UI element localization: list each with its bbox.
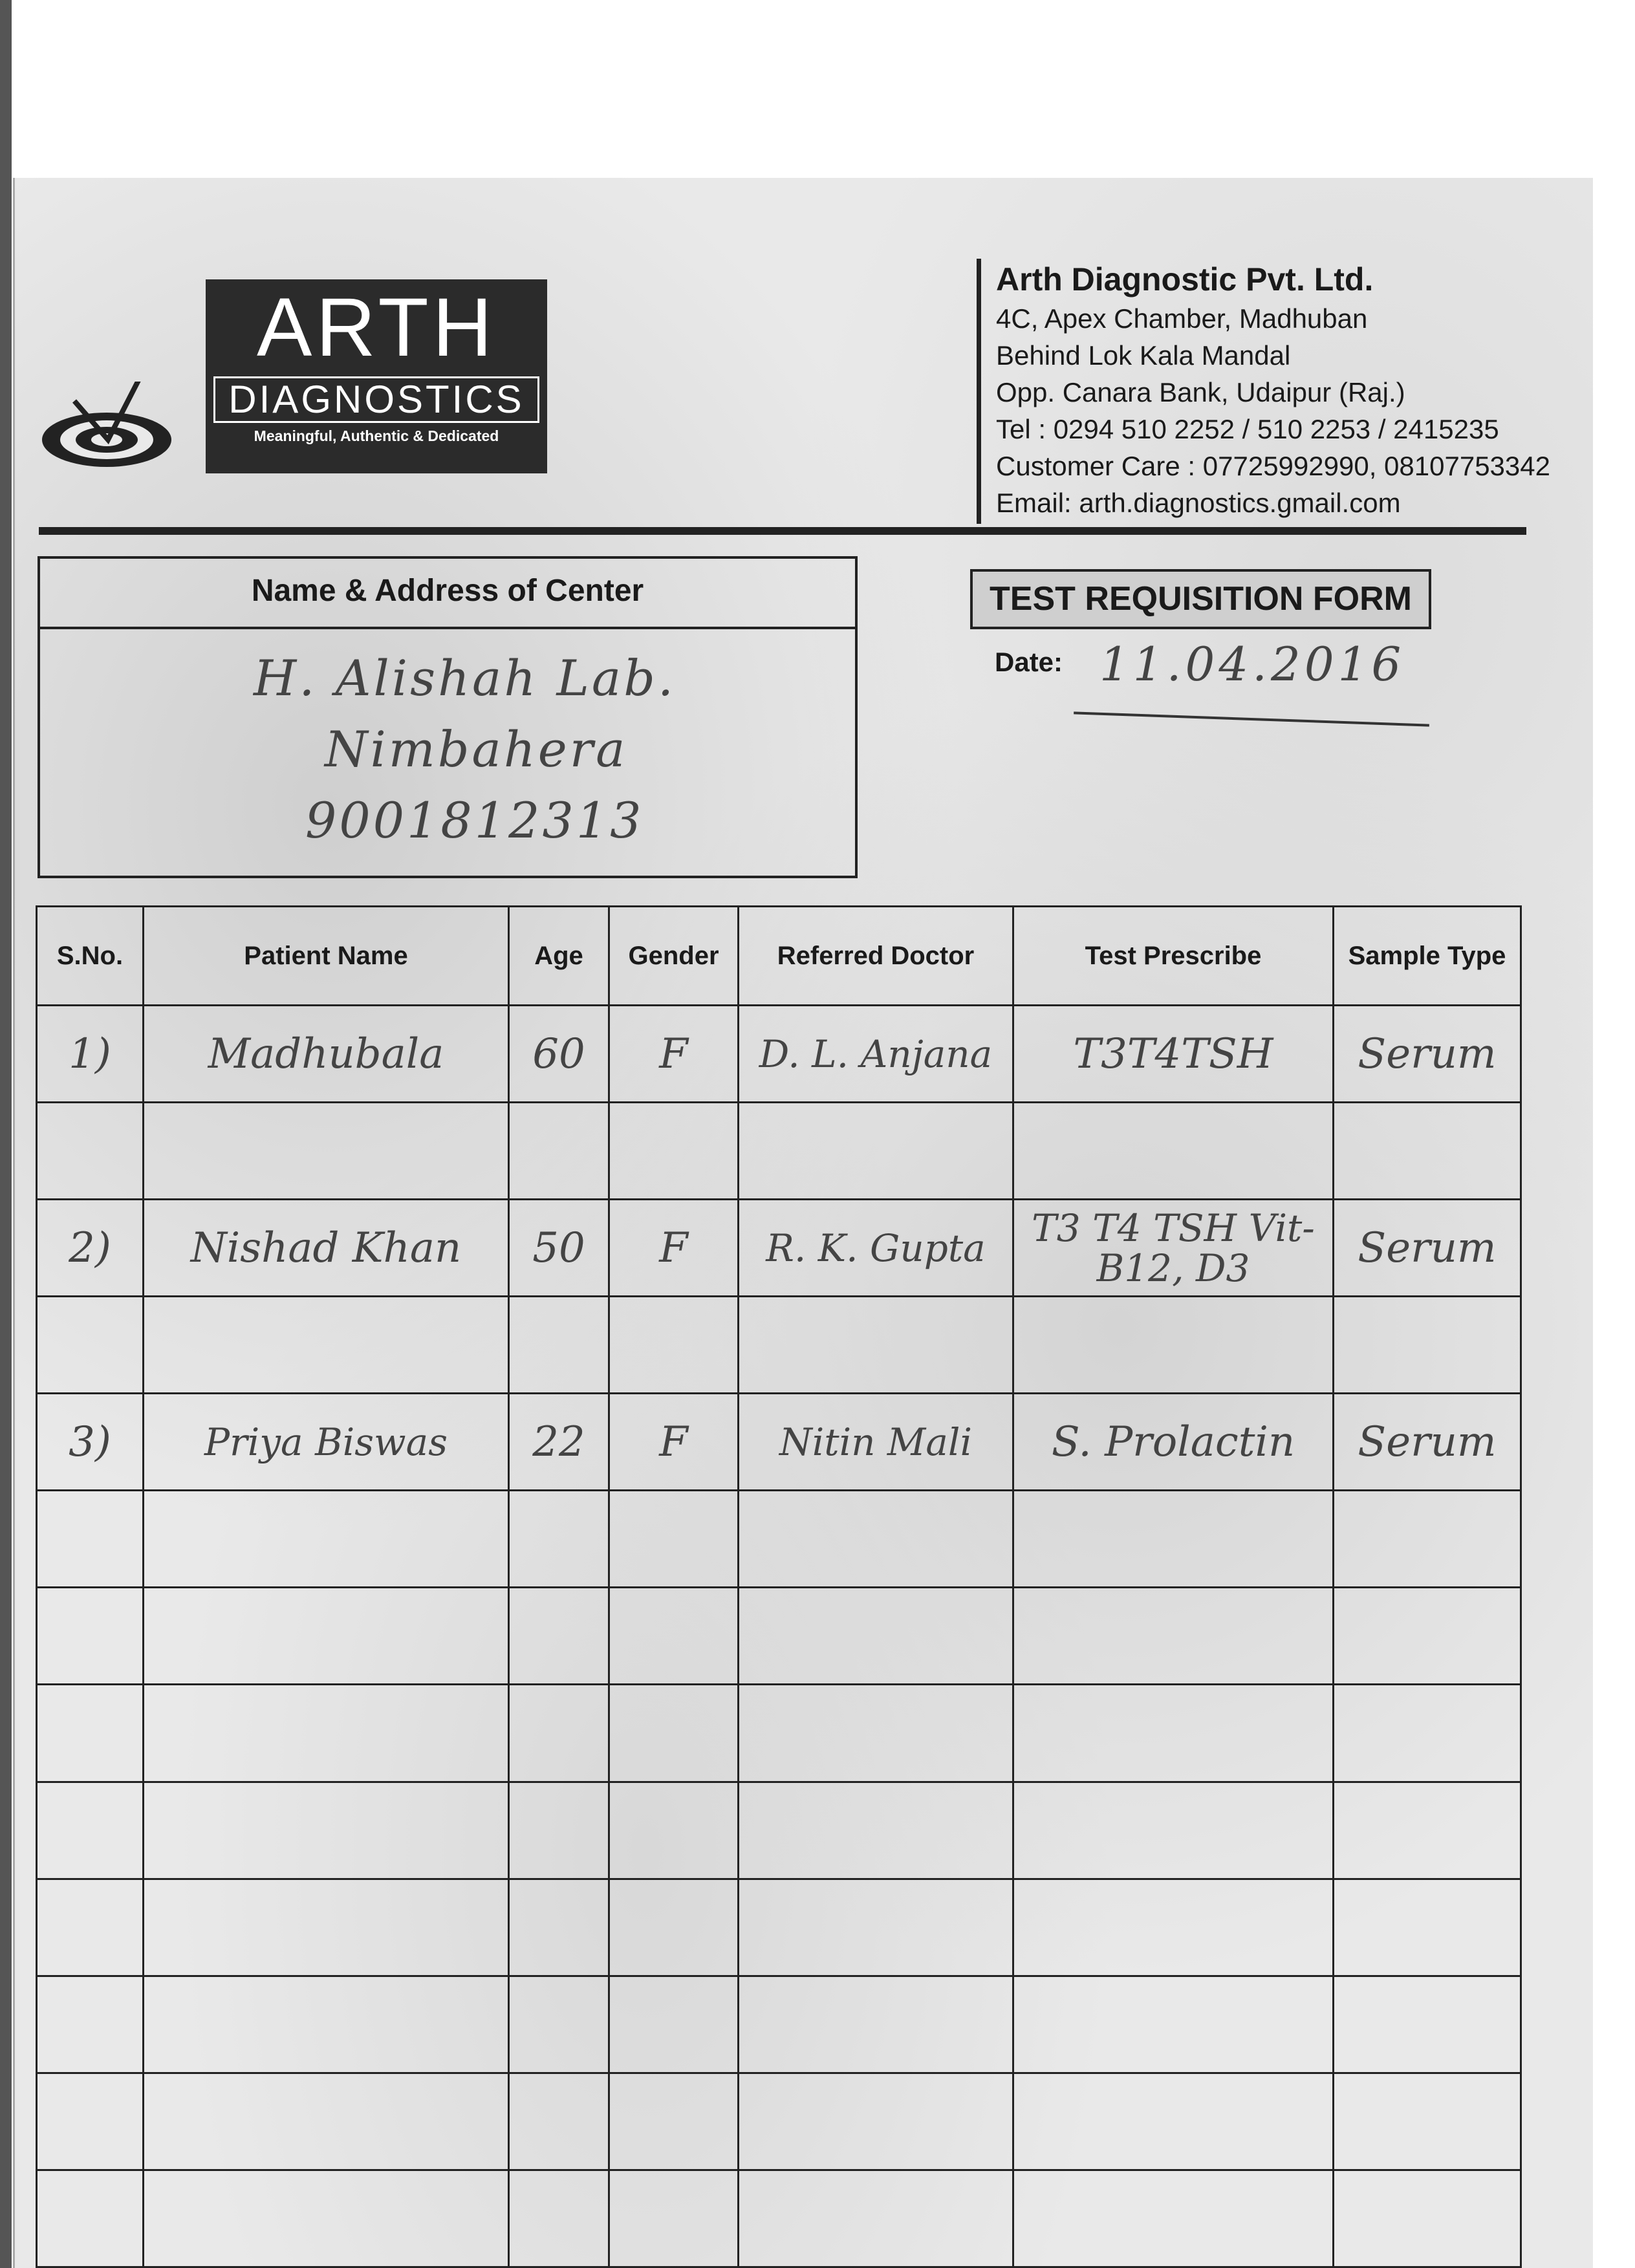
cell-sno bbox=[37, 1103, 144, 1200]
col-header-gender: Gender bbox=[609, 907, 739, 1006]
cell-test-prescribe: T3 T4 TSH Vit-B12, D3 bbox=[1013, 1200, 1334, 1297]
date-label: Date: bbox=[995, 647, 1063, 677]
cell-referred-doctor bbox=[739, 1879, 1013, 1976]
cell-gender bbox=[609, 1782, 739, 1879]
center-heading: Name & Address of Center bbox=[40, 559, 855, 629]
cell-test-prescribe bbox=[1013, 1685, 1334, 1782]
cell-gender bbox=[609, 1976, 739, 2073]
cell-age bbox=[509, 2073, 609, 2170]
cell-patient-name bbox=[144, 1879, 509, 1976]
col-header-referred-doctor: Referred Doctor bbox=[739, 907, 1013, 1006]
cell-patient-name bbox=[144, 1103, 509, 1200]
cell-sample-type bbox=[1334, 2073, 1521, 2170]
cell-age bbox=[509, 2170, 609, 2267]
cell-age bbox=[509, 1491, 609, 1588]
email-line: Email: arth.diagnostics.gmail.com bbox=[996, 488, 1401, 518]
cell-patient-name bbox=[144, 1491, 509, 1588]
cell-test-prescribe: T3T4TSH bbox=[1013, 1006, 1334, 1103]
cell-sno bbox=[37, 1879, 144, 1976]
cell-age: 22 bbox=[509, 1394, 609, 1491]
logo-word: ARTH bbox=[256, 281, 497, 374]
scan-edge bbox=[0, 0, 12, 2268]
patient-table bbox=[36, 905, 1522, 2268]
logo-tagline: Meaningful, Authentic & Dedicated bbox=[254, 427, 499, 444]
cell-sample-type bbox=[1334, 1297, 1521, 1394]
cell-gender: F bbox=[609, 1006, 739, 1103]
cell-sno: 1) bbox=[37, 1006, 144, 1103]
cell-referred-doctor bbox=[739, 1491, 1013, 1588]
cell-referred-doctor bbox=[739, 1103, 1013, 1200]
brand-logo bbox=[206, 279, 547, 473]
cell-age bbox=[509, 1588, 609, 1685]
cell-patient-name: Nishad Khan bbox=[144, 1200, 509, 1297]
cell-gender bbox=[609, 1879, 739, 1976]
cell-patient-name bbox=[144, 1782, 509, 1879]
cell-referred-doctor bbox=[739, 2073, 1013, 2170]
customer-care-line: Customer Care : 07725992990, 08107753342 bbox=[996, 451, 1550, 481]
header-divider bbox=[977, 259, 981, 524]
table-row bbox=[37, 1685, 1521, 1782]
cell-test-prescribe bbox=[1013, 1782, 1334, 1879]
cell-patient-name: Priya Biswas bbox=[144, 1394, 509, 1491]
cell-patient-name bbox=[144, 1588, 509, 1685]
cell-referred-doctor bbox=[739, 1685, 1013, 1782]
cell-sample-type bbox=[1334, 1685, 1521, 1782]
col-header-sno: S.No. bbox=[37, 907, 144, 1006]
cell-sno bbox=[37, 1588, 144, 1685]
cell-test-prescribe bbox=[1013, 1297, 1334, 1394]
table-row bbox=[37, 1103, 1521, 1200]
cell-sno bbox=[37, 1782, 144, 1879]
cell-age bbox=[509, 1297, 609, 1394]
col-header-age: Age bbox=[509, 907, 609, 1006]
cell-sample-type: Serum bbox=[1334, 1394, 1521, 1491]
center-name: H. Alishah Lab. bbox=[254, 649, 677, 707]
table-row bbox=[37, 1879, 1521, 1976]
cell-test-prescribe bbox=[1013, 2073, 1334, 2170]
cell-referred-doctor bbox=[739, 2170, 1013, 2267]
table-row bbox=[37, 1006, 1521, 1103]
cell-sno bbox=[37, 2073, 144, 2170]
cell-age: 60 bbox=[509, 1006, 609, 1103]
cell-age bbox=[509, 1879, 609, 1976]
cell-referred-doctor bbox=[739, 1588, 1013, 1685]
cell-gender bbox=[609, 1297, 739, 1394]
cell-sample-type bbox=[1334, 2170, 1521, 2267]
table-row bbox=[37, 2170, 1521, 2267]
cell-test-prescribe bbox=[1013, 1491, 1334, 1588]
cell-gender bbox=[609, 1685, 739, 1782]
cell-gender bbox=[609, 2170, 739, 2267]
phone-line: Tel : 0294 510 2252 / 510 2253 / 2415235 bbox=[996, 414, 1499, 444]
cell-referred-doctor: Nitin Mali bbox=[739, 1394, 1013, 1491]
cell-sno: 2) bbox=[37, 1200, 144, 1297]
cell-referred-doctor: D. L. Anjana bbox=[739, 1006, 1013, 1103]
cell-sample-type bbox=[1334, 1491, 1521, 1588]
cell-gender bbox=[609, 1491, 739, 1588]
cell-age bbox=[509, 1103, 609, 1200]
cell-test-prescribe bbox=[1013, 1103, 1334, 1200]
cell-sample-type bbox=[1334, 1879, 1521, 1976]
table-row bbox=[37, 1976, 1521, 2073]
center-city: Nimbahera bbox=[325, 720, 628, 778]
cell-sample-type bbox=[1334, 1103, 1521, 1200]
cell-sno: 3) bbox=[37, 1394, 144, 1491]
cell-sample-type: Serum bbox=[1334, 1200, 1521, 1297]
center-handwritten bbox=[254, 643, 676, 856]
cell-patient-name bbox=[144, 1976, 509, 2073]
address-line: Opp. Canara Bank, Udaipur (Raj.) bbox=[996, 377, 1405, 407]
cell-referred-doctor bbox=[739, 1782, 1013, 1879]
table-header-row bbox=[37, 907, 1521, 1006]
col-header-patient-name: Patient Name bbox=[144, 907, 509, 1006]
cell-sno bbox=[37, 1491, 144, 1588]
target-logo-icon bbox=[36, 382, 191, 472]
table-row bbox=[37, 1588, 1521, 1685]
form-title: TEST REQUISITION FORM bbox=[970, 569, 1431, 629]
col-header-sample-type: Sample Type bbox=[1334, 907, 1521, 1006]
table-row bbox=[37, 1491, 1521, 1588]
cell-age bbox=[509, 1685, 609, 1782]
cell-test-prescribe bbox=[1013, 2170, 1334, 2267]
center-address-box bbox=[38, 556, 858, 878]
cell-sample-type bbox=[1334, 1782, 1521, 1879]
cell-sample-type bbox=[1334, 1976, 1521, 2073]
cell-age: 50 bbox=[509, 1200, 609, 1297]
cell-sample-type: Serum bbox=[1334, 1006, 1521, 1103]
table-row bbox=[37, 1394, 1521, 1491]
cell-sno bbox=[37, 1976, 144, 2073]
cell-age bbox=[509, 1782, 609, 1879]
cell-sno bbox=[37, 1297, 144, 1394]
cell-referred-doctor: R. K. Gupta bbox=[739, 1200, 1013, 1297]
company-details bbox=[996, 259, 1578, 521]
cell-test-prescribe bbox=[1013, 1588, 1334, 1685]
cell-patient-name: Madhubala bbox=[144, 1006, 509, 1103]
table-row bbox=[37, 1782, 1521, 1879]
col-header-test-prescribe: Test Prescribe bbox=[1013, 907, 1334, 1006]
cell-gender bbox=[609, 1588, 739, 1685]
cell-age bbox=[509, 1976, 609, 2073]
center-phone: 9001812313 bbox=[305, 792, 644, 849]
cell-patient-name bbox=[144, 2073, 509, 2170]
company-name: Arth Diagnostic Pvt. Ltd. bbox=[996, 261, 1374, 297]
cell-test-prescribe bbox=[1013, 1976, 1334, 2073]
address-line: Behind Lok Kala Mandal bbox=[996, 340, 1291, 371]
cell-sample-type bbox=[1334, 1588, 1521, 1685]
cell-test-prescribe: S. Prolactin bbox=[1013, 1394, 1334, 1491]
table-row bbox=[37, 1297, 1521, 1394]
cell-patient-name bbox=[144, 1685, 509, 1782]
cell-patient-name bbox=[144, 1297, 509, 1394]
date-value: 11.04.2016 bbox=[1099, 637, 1405, 691]
header-rule bbox=[39, 527, 1526, 535]
cell-gender bbox=[609, 1103, 739, 1200]
cell-sno bbox=[37, 1685, 144, 1782]
cell-gender: F bbox=[609, 1200, 739, 1297]
cell-referred-doctor bbox=[739, 1297, 1013, 1394]
table-row bbox=[37, 1200, 1521, 1297]
cell-gender bbox=[609, 2073, 739, 2170]
cell-referred-doctor bbox=[739, 1976, 1013, 2073]
address-line: 4C, Apex Chamber, Madhuban bbox=[996, 303, 1368, 334]
cell-gender: F bbox=[609, 1394, 739, 1491]
cell-patient-name bbox=[144, 2170, 509, 2267]
cell-sno bbox=[37, 2170, 144, 2267]
table-row bbox=[37, 2073, 1521, 2170]
logo-subword: DIAGNOSTICS bbox=[213, 376, 539, 423]
cell-test-prescribe bbox=[1013, 1879, 1334, 1976]
